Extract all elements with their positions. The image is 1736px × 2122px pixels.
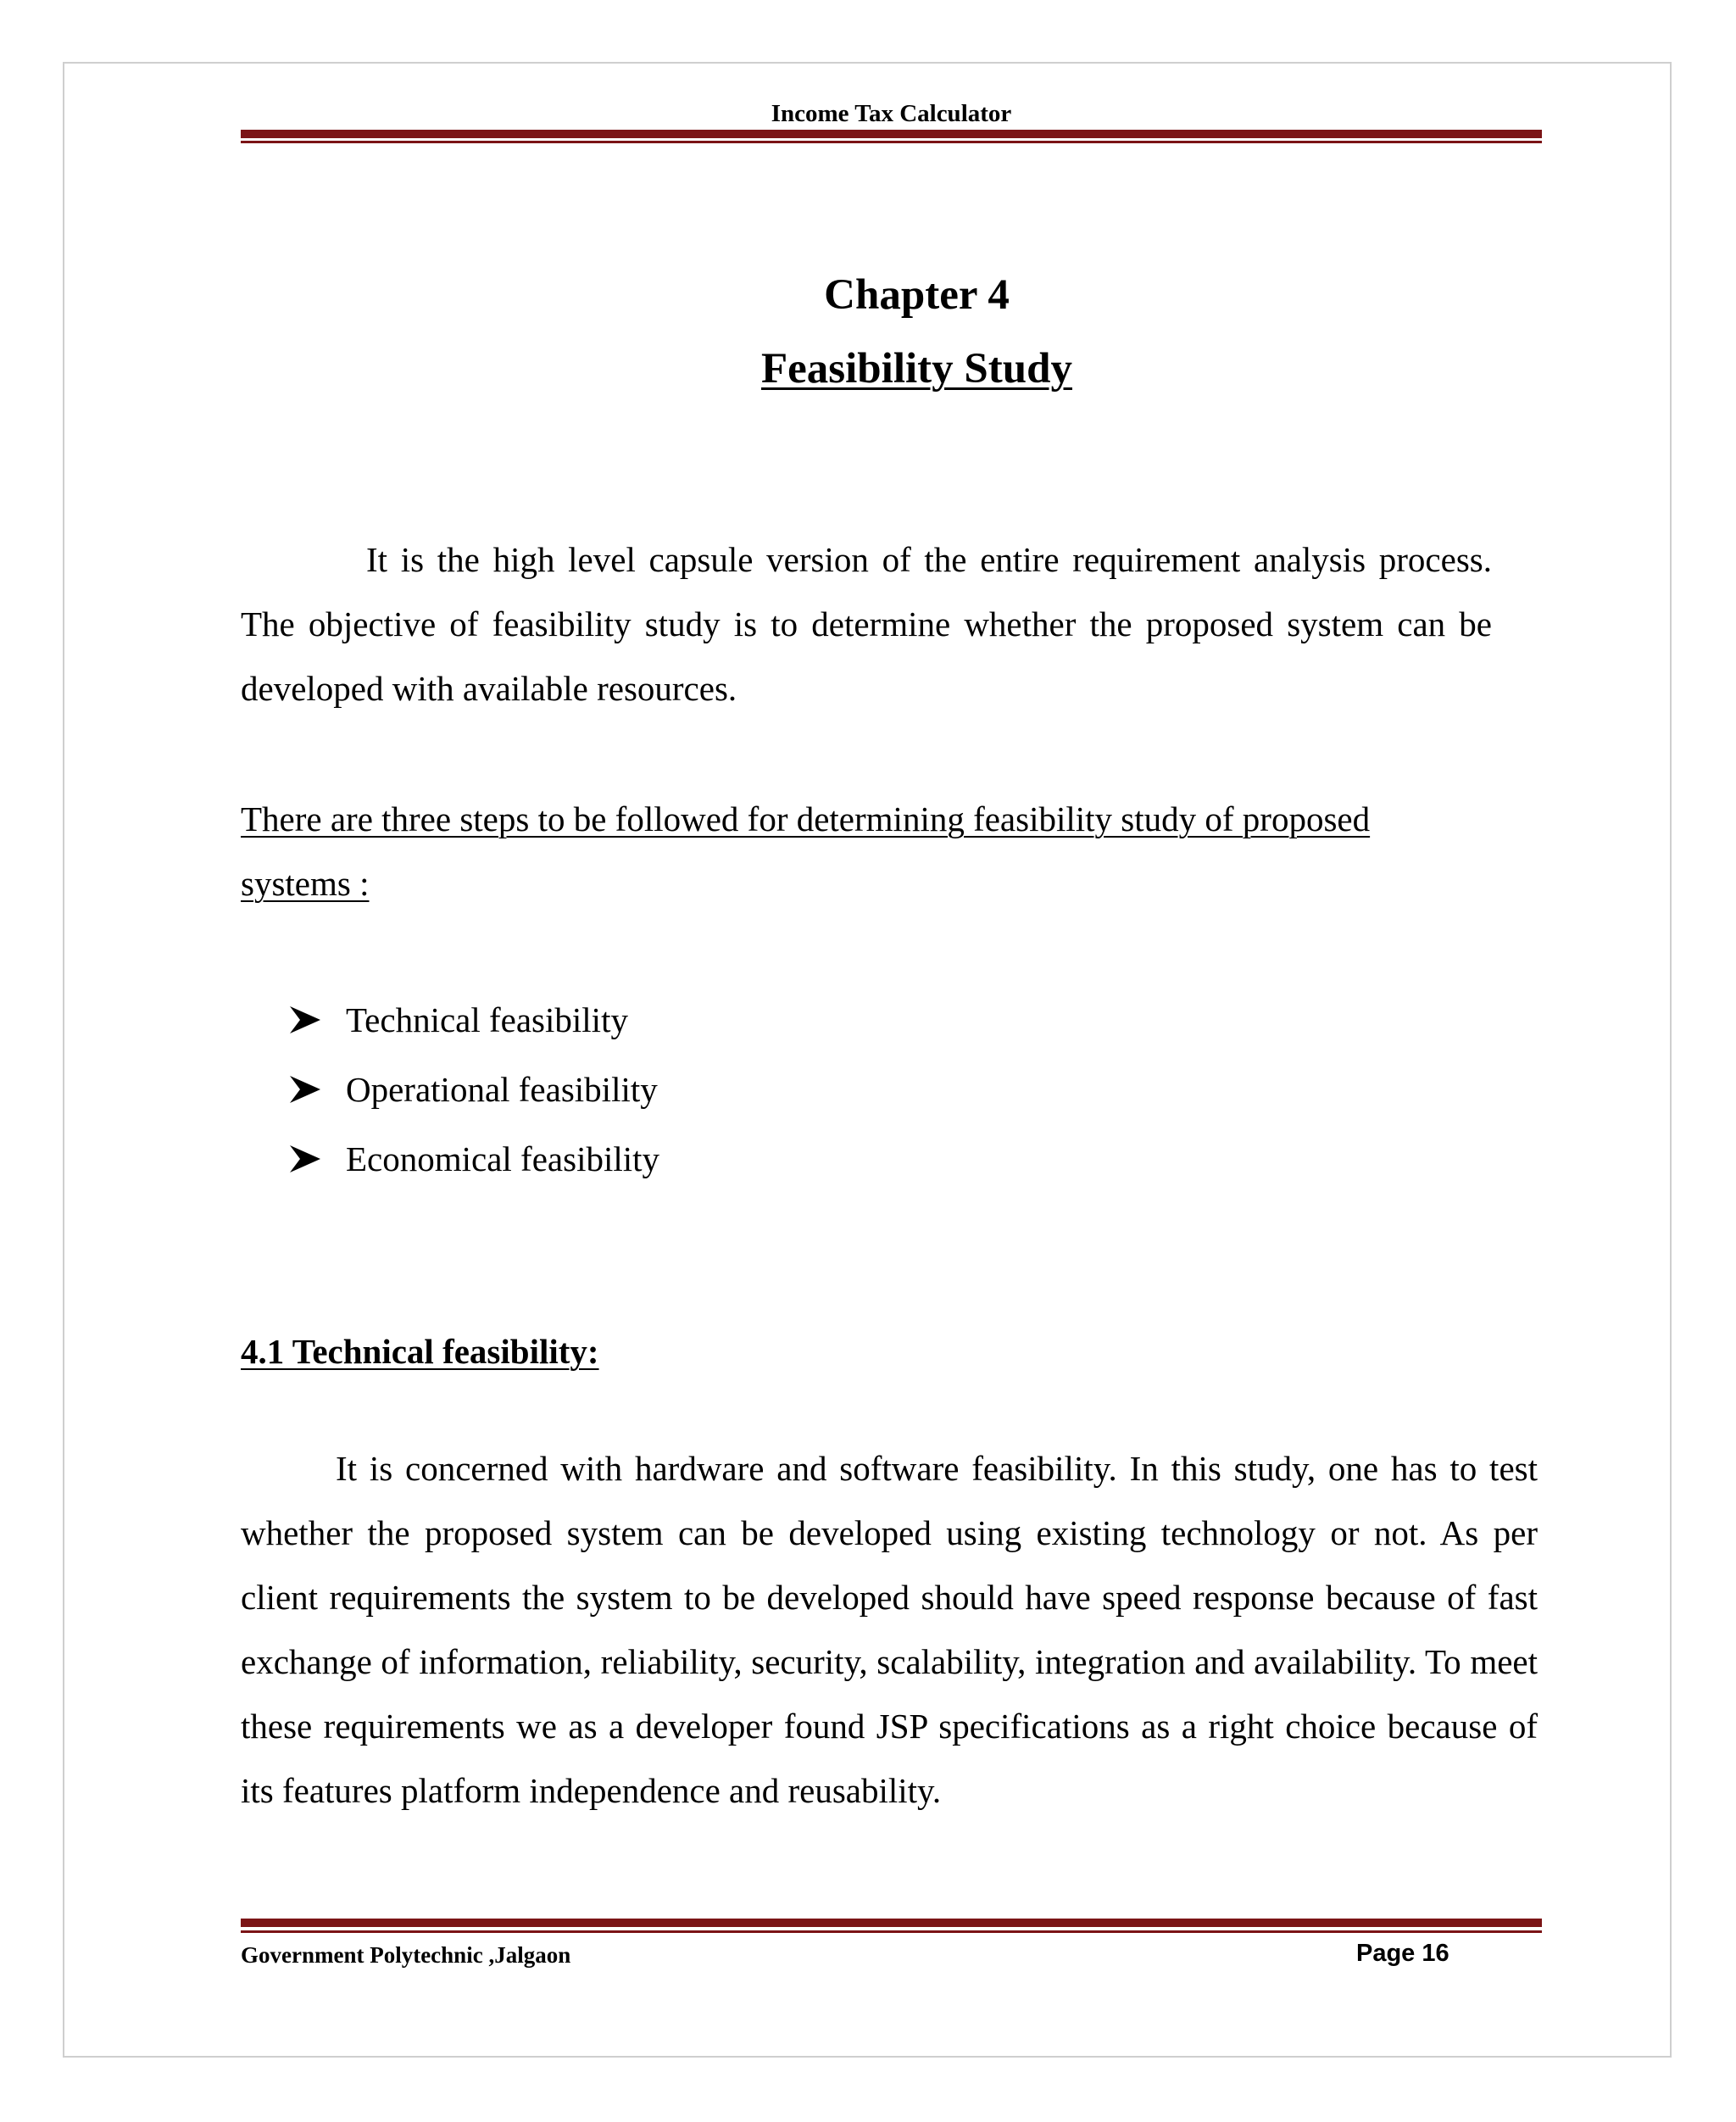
list-item-label: Operational feasibility: [346, 1070, 658, 1109]
footer-institution: Government Polytechnic ,Jalgaon: [241, 1942, 571, 1968]
section-heading-text: 4.1 Technical feasibility:: [241, 1332, 599, 1371]
running-header: Income Tax Calculator: [771, 100, 1012, 127]
arrow-bullet-icon: [288, 1072, 322, 1106]
chapter-number: Chapter 4: [824, 271, 1010, 319]
header-rule-thick: [241, 130, 1542, 138]
footer-rule-thin: [241, 1930, 1542, 1933]
footer-rule-thick: [241, 1919, 1542, 1927]
steps-lead: [241, 787, 1487, 916]
intro-paragraph: It is the high level capsule version of the entire requirement analysis process. The objective of feasibility study is to determine whether the proposed system can be developed with available resources.: [241, 540, 1492, 708]
list-item-label: Technical feasibility: [346, 1000, 628, 1039]
feasibility-list: [288, 985, 659, 1194]
section-heading: [241, 1326, 599, 1377]
chapter-title: [241, 343, 1593, 394]
steps-lead-text: There are three steps to be followed for determining feasibility study of proposed systems :: [241, 799, 1371, 903]
page-number: Page 16: [1356, 1940, 1449, 1967]
chapter-title-text: Feasibility Study: [761, 345, 1072, 393]
list-item: [288, 1055, 659, 1124]
arrow-bullet-icon: [288, 1003, 322, 1037]
list-item-label: Economical feasibility: [346, 1139, 660, 1178]
list-item: [288, 985, 659, 1055]
header-rule-thin: [241, 141, 1542, 143]
arrow-bullet-icon: [288, 1142, 322, 1176]
list-item: [288, 1124, 659, 1194]
section-paragraph: It is concerned with hardware and software feasibility. In this study, one has to test whether the proposed system can be developed using existing technology or not. As per client requirements the system to be developed should have speed response because of fast exchange of information, reliability, security, scalability, integration and availability. To meet these requirements we as a developer found JSP specifications as a right choice because of its features platform independence and reusability.: [241, 1449, 1538, 1810]
